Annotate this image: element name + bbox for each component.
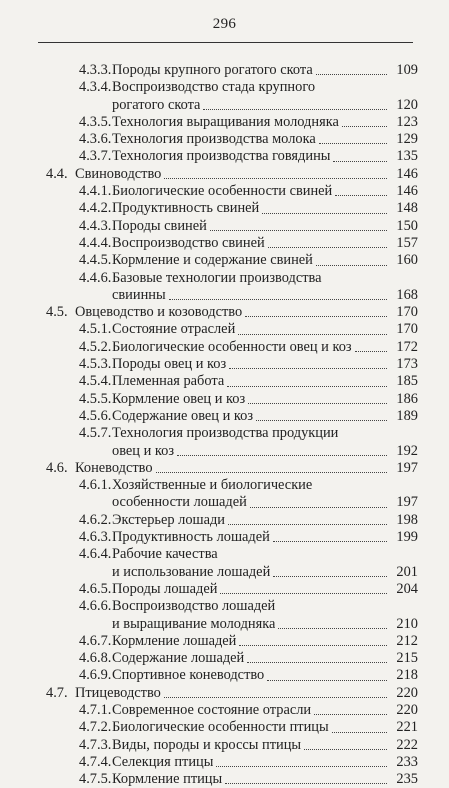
toc-entry-page: 173 <box>396 356 418 373</box>
dot-leader <box>250 507 387 508</box>
toc-entry-number: 4.7.4. <box>79 753 112 770</box>
toc-entry <box>46 581 418 598</box>
toc-entry <box>46 754 418 771</box>
toc-entry-title: Овцеводство и козоводство <box>75 304 243 321</box>
toc-entry-number: 4.5.2. <box>79 338 112 355</box>
toc-entry-page: 198 <box>396 511 418 528</box>
toc-entry-title: Базовые технологии производства <box>112 269 322 286</box>
toc-entry-page: 220 <box>396 701 418 718</box>
toc-entry-number: 4.3.7. <box>79 148 112 165</box>
toc-entry-page: 135 <box>396 148 418 165</box>
toc-entry-page: 146 <box>396 165 418 182</box>
toc-entry-title: Коневодство <box>75 459 153 476</box>
toc-entry-title: Технология выращивания молодняка <box>112 113 339 130</box>
toc-entry <box>46 408 418 425</box>
toc-entry-title: рогатого скота <box>112 96 201 113</box>
dot-leader <box>267 680 387 681</box>
toc-entry-title: и выращивание молодняка <box>112 615 276 632</box>
toc-entry <box>46 339 418 356</box>
dot-leader <box>319 143 387 144</box>
toc-entry-title: Технология производства продукции <box>112 425 339 442</box>
toc-entry-title: овец и коз <box>112 442 175 459</box>
toc-entry-title: Воспроизводство свиней <box>112 234 265 251</box>
toc-entry-page: 157 <box>396 234 418 251</box>
dot-leader <box>273 576 387 577</box>
toc-entry <box>46 702 418 719</box>
toc-entry-page: 148 <box>396 200 418 217</box>
toc-entry-page: 197 <box>396 459 418 476</box>
page-number: 296 <box>212 16 237 32</box>
dot-leader <box>335 195 387 196</box>
toc-entry-number: 4.4.5. <box>79 252 112 269</box>
toc-entry-title: Птицеводство <box>75 684 161 701</box>
toc-entry-number: 4.6.5. <box>79 580 112 597</box>
toc-entry <box>46 650 418 667</box>
toc-entry-title: Экстерьер лошади <box>112 511 226 528</box>
toc-entry-title: Современное состояние отрасли <box>112 701 312 718</box>
toc-entry <box>46 667 418 684</box>
toc-entry-title: Биологические особенности овец и коз <box>112 338 352 355</box>
toc-entry-page: 186 <box>396 390 418 407</box>
toc-entry <box>46 771 418 788</box>
dot-leader <box>169 299 387 300</box>
toc-entry-number: 4.4.1. <box>79 183 112 200</box>
toc-entry-number: 4.5.1. <box>79 321 112 338</box>
toc-entry-page: 233 <box>396 753 418 770</box>
toc-entry-number: 4.5. <box>46 304 68 321</box>
dot-leader <box>268 247 387 248</box>
toc-entry <box>46 529 418 546</box>
toc-entry-title: особенности лошадей <box>112 494 247 511</box>
dot-leader <box>203 109 387 110</box>
toc-entry-page: 150 <box>396 217 418 234</box>
dot-leader <box>316 265 387 266</box>
dot-leader <box>229 368 387 369</box>
toc-entry-title: Кормление лошадей <box>112 632 237 649</box>
toc-entry-number: 4.6. <box>46 459 68 476</box>
toc-entry-number: 4.7.1. <box>79 701 112 718</box>
toc-entry-page: 170 <box>396 304 418 321</box>
toc-entry <box>46 252 418 269</box>
toc-entry-number: 4.5.7. <box>79 425 112 442</box>
dot-leader <box>355 351 387 352</box>
toc-entry-page: 210 <box>396 615 418 632</box>
toc-entry-page: 146 <box>396 183 418 200</box>
dot-leader <box>156 472 387 473</box>
toc-entry <box>46 546 418 581</box>
toc-entry-page: 221 <box>396 719 418 736</box>
toc-entry-title: Кормление и содержание свиней <box>112 252 313 269</box>
dot-leader <box>228 524 387 525</box>
toc-entry-number: 4.6.9. <box>79 667 112 684</box>
toc-entry-number: 4.3.5. <box>79 113 112 130</box>
toc-entry-number: 4.5.5. <box>79 390 112 407</box>
toc-entry <box>46 598 418 633</box>
toc-entry-number: 4.3.4. <box>79 79 112 96</box>
toc-entry-title: свиинны <box>112 286 166 303</box>
toc-entry <box>46 62 418 79</box>
toc-entry-title: Виды, породы и кроссы птицы <box>112 736 302 753</box>
toc-entry-number: 4.3.3. <box>79 62 112 78</box>
toc-entry-page: 235 <box>396 771 418 788</box>
toc-entry-title: Селекция птицы <box>112 753 214 770</box>
toc-entry-number: 4.7.2. <box>79 719 112 736</box>
toc-entry-page: 123 <box>396 113 418 130</box>
toc-entry-number: 4.4.3. <box>79 217 112 234</box>
toc-entry-page: 192 <box>396 442 418 459</box>
toc-entry <box>46 304 418 321</box>
table-of-contents <box>46 62 418 788</box>
toc-entry-page: 212 <box>396 632 418 649</box>
dot-leader <box>177 455 387 456</box>
toc-entry <box>46 391 418 408</box>
dot-leader <box>164 178 387 179</box>
toc-entry-number: 4.5.6. <box>79 407 112 424</box>
toc-entry-number: 4.6.7. <box>79 632 112 649</box>
toc-entry-title: Породы лошадей <box>112 580 218 597</box>
dot-leader <box>332 732 387 733</box>
toc-entry <box>46 633 418 650</box>
toc-entry-page: 185 <box>396 373 418 390</box>
toc-entry <box>46 79 418 114</box>
toc-entry-title: Рабочие качества <box>112 546 218 563</box>
toc-entry-title: Породы овец и коз <box>112 356 227 373</box>
toc-entry-title: Продуктивность лошадей <box>112 529 270 546</box>
toc-entry <box>46 737 418 754</box>
dot-leader <box>238 334 387 335</box>
toc-entry-number: 4.4.2. <box>79 200 112 217</box>
dot-leader <box>245 316 387 317</box>
toc-entry <box>46 477 418 512</box>
toc-entry <box>46 148 418 165</box>
toc-entry-page: 170 <box>396 321 418 338</box>
toc-entry-page: 199 <box>396 529 418 546</box>
dot-leader <box>333 161 387 162</box>
toc-entry <box>46 200 418 217</box>
toc-entry-number: 4.6.3. <box>79 529 112 546</box>
toc-entry <box>46 685 418 702</box>
toc-entry-page: 189 <box>396 407 418 424</box>
toc-entry <box>46 218 418 235</box>
toc-entry-number: 4.6.8. <box>79 650 112 667</box>
toc-entry <box>46 460 418 477</box>
toc-entry-number: 4.5.4. <box>79 373 112 390</box>
toc-entry-title: Хозяйственные и биологические <box>112 477 313 494</box>
toc-entry-number: 4.3.6. <box>79 131 112 148</box>
toc-entry <box>46 114 418 131</box>
toc-entry-page: 172 <box>396 338 418 355</box>
toc-entry-page: 129 <box>396 131 418 148</box>
dot-leader <box>227 386 387 387</box>
toc-entry-number: 4.7.3. <box>79 736 112 753</box>
toc-entry <box>46 719 418 736</box>
toc-entry-title: Состояние отраслей <box>112 321 236 338</box>
toc-entry-number: 4.5.3. <box>79 356 112 373</box>
toc-entry <box>46 183 418 200</box>
toc-entry-page: 222 <box>396 736 418 753</box>
toc-entry-title: Технология производства молока <box>112 131 316 148</box>
toc-entry-page: 197 <box>396 494 418 511</box>
toc-entry-number: 4.7. <box>46 684 68 701</box>
toc-entry-number: 4.4. <box>46 165 68 182</box>
dot-leader <box>216 766 387 767</box>
toc-entry <box>46 512 418 529</box>
toc-entry-page: 160 <box>396 252 418 269</box>
toc-entry-title: Продуктивность свиней <box>112 200 260 217</box>
toc-entry-page: 201 <box>396 563 418 580</box>
toc-entry <box>46 235 418 252</box>
dot-leader <box>304 749 387 750</box>
toc-entry-number: 4.4.4. <box>79 234 112 251</box>
toc-entry-page: 218 <box>396 667 418 684</box>
toc-entry-title: Породы крупного рогатого скота <box>112 62 313 78</box>
dot-leader <box>248 403 387 404</box>
toc-entry-title: Свиноводство <box>75 165 162 182</box>
toc-entry-page: 215 <box>396 650 418 667</box>
toc-entry-title: Содержание овец и коз <box>112 407 254 424</box>
toc-entry-title: Породы свиней <box>112 217 207 234</box>
toc-entry-title: и использование лошадей <box>112 563 271 580</box>
toc-entry-number: 4.6.6. <box>79 598 112 615</box>
toc-entry-number: 4.7.5. <box>79 771 112 788</box>
dot-leader <box>262 213 387 214</box>
toc-entry <box>46 321 418 338</box>
toc-entry-number: 4.6.2. <box>79 511 112 528</box>
toc-entry-page: 220 <box>396 684 418 701</box>
toc-entry <box>46 373 418 390</box>
toc-entry-title: Спортивное коневодство <box>112 667 265 684</box>
toc-entry-page: 120 <box>396 96 418 113</box>
toc-entry-title: Биологические особенности птицы <box>112 719 329 736</box>
dot-leader <box>239 645 387 646</box>
dot-leader <box>314 714 387 715</box>
toc-entry-number: 4.4.6. <box>79 269 112 286</box>
dot-leader <box>278 628 387 629</box>
toc-entry-title: Биологические особенности свиней <box>112 183 333 200</box>
toc-entry-title: Воспроизводство стада крупного <box>112 79 316 96</box>
toc-entry-title: Технология производства говядины <box>112 148 331 165</box>
dot-leader <box>220 593 387 594</box>
toc-entry <box>46 131 418 148</box>
toc-entry <box>46 166 418 183</box>
toc-entry-number: 4.6.4. <box>79 546 112 563</box>
dot-leader <box>256 420 387 421</box>
header-rule <box>38 42 413 43</box>
toc-entry-title: Кормление овец и коз <box>112 390 246 407</box>
dot-leader <box>225 783 387 784</box>
toc-entry-title: Племенная работа <box>112 373 225 390</box>
dot-leader <box>273 541 387 542</box>
toc-entry <box>46 425 418 460</box>
toc-entry <box>46 270 418 305</box>
dot-leader <box>247 662 387 663</box>
toc-entry-title: Кормление птицы <box>112 771 223 788</box>
dot-leader <box>164 697 387 698</box>
dot-leader <box>210 230 387 231</box>
toc-entry-number: 4.6.1. <box>79 477 112 494</box>
toc-entry-page: 204 <box>396 580 418 597</box>
dot-leader <box>316 74 387 75</box>
dot-leader <box>342 126 387 127</box>
toc-entry-page: 168 <box>396 286 418 303</box>
toc-entry <box>46 356 418 373</box>
toc-entry-title: Воспроизводство лошадей <box>112 598 276 615</box>
toc-entry-page: 109 <box>396 62 418 78</box>
toc-entry-title: Содержание лошадей <box>112 650 245 667</box>
